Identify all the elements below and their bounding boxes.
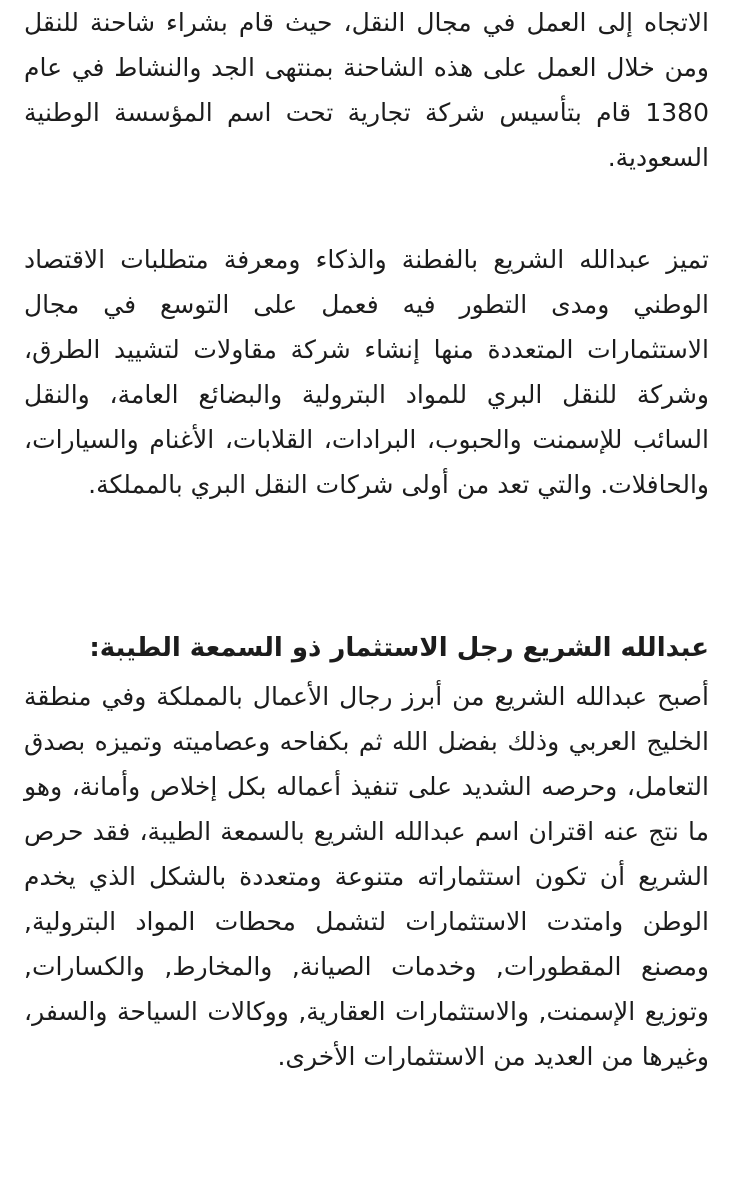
paragraph-transport-beginnings: الاتجاه إلى العمل في مجال النقل، حيث قام بشراء شاحنة للنقل ومن خلال العمل على هذه الشاحنة بمنتهى الجد والنشاط في عام 1380 قام بتأسيس شركة تجارية تحت اسم المؤسسة الوطنية السعودية. <box>24 8 709 172</box>
paragraph-investment-expansion: تميز عبدالله الشريع بالفطنة والذكاء ومعرفة متطلبات الاقتصاد الوطني ومدى التطور فيه فعمل على التوسع في مجال الاستثمارات المتعددة منها إنشاء شركة مقاولات لتشييد الطرق، وشركة للنقل البري للمواد البترولية والبضائع العامة، والنقل السائب للإسمنت والحبوب، البرادات، القلابات، الأغنام والسيارات، والحافلات. والتي تعد من أولى شركات النقل البري بالمملكة. <box>24 245 709 499</box>
paragraph-reputation: أصبح عبدالله الشريع من أبرز رجال الأعمال بالمملكة وفي منطقة الخليج العربي وذلك بفضل الله ثم بكفاحه وعصاميته وتميزه بصدق التعامل، وحرصه الشديد على تنفيذ أعماله بكل إخلاص وأمانة، وهو ما نتج عنه اقتران اسم عبدالله الشريع بالسمعة الطيبة، فقد حرص الشريع أن تكون استثماراته متنوعة ومتعددة بالشكل الذي يخدم الوطن وامتدت الاستثمارات لتشمل محطات المواد البترولية, ومصنع المقطورات, وخدمات الصيانة, والمخارط, والكسارات, وتوزيع الإسمنت, والاستثمارات العقارية, ووكالات السياحة والسفر، وغيرها من العديد من الاستثمارات الأخرى. <box>24 682 709 1071</box>
section-heading: عبدالله الشريع رجل الاستثمار ذو السمعة الطيبة: <box>89 633 709 663</box>
